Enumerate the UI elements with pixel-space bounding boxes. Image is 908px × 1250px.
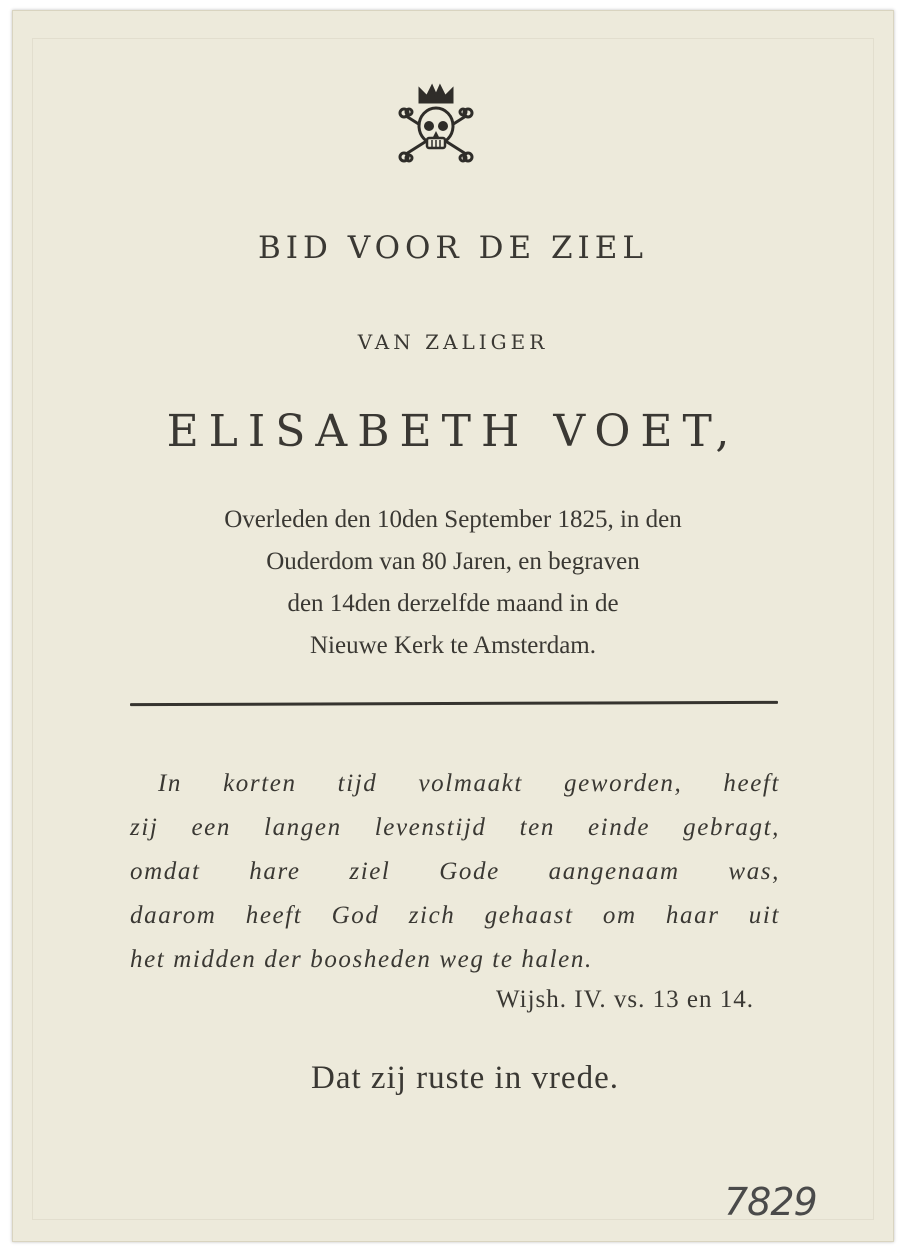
verse-line: het midden der boosheden weg te halen. [130,946,593,973]
divider-rule [130,701,778,706]
body-line: Overleden den 10den September 1825, in den [224,506,682,533]
memorial-card [12,10,894,1242]
card-subtitle: VAN ZALIGER [357,330,549,354]
closing-line: Dat zij ruste in vrede. [311,1060,619,1096]
body-line: Ouderdom van 80 Jaren, en begraven [266,548,640,575]
handwritten-number: 7829 [724,1180,817,1224]
verse-line: omdat hare ziel Gode aangenaam was, [130,858,780,885]
card-title: BID VOOR DE ZIEL [258,230,648,266]
body-line: den 14den derzelfde maand in de [287,590,619,617]
card-border [32,38,874,1220]
verse-line: zij een langen levenstijd ten einde gebragt, [130,814,780,841]
deceased-name: ELISABETH VOET, [166,406,740,457]
crowned-skull-crossbones-icon [396,82,476,166]
verse-reference: Wijsh. IV. vs. 13 en 14. [496,986,754,1013]
body-line: Nieuwe Kerk te Amsterdam. [309,632,597,659]
verse-line: In korten tijd volmaakt geworden, heeft [158,770,780,797]
verse-line: daarom heeft God zich gehaast om haar uit [130,902,780,929]
